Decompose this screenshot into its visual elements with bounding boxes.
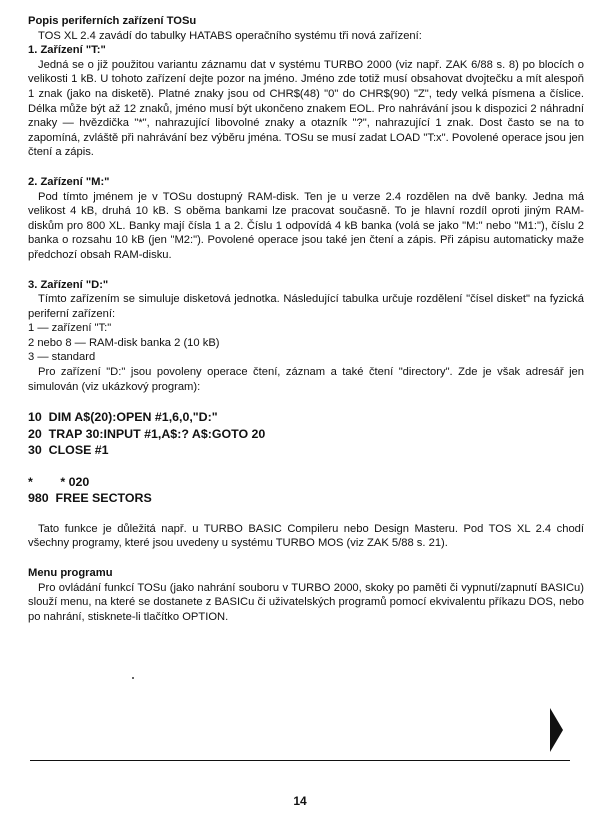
output-line: 980 FREE SECTORS [28, 491, 152, 506]
device-list-item: 1 — zařízení "T:" [28, 322, 112, 335]
menu-heading: Menu programu [28, 566, 113, 579]
output-line: * * 020 [28, 474, 90, 489]
menu-body: Pro ovládání funkcí TOSu (jako nahrání souboru v TURBO 2000, skoky po paměti či vypnutí/zapnutí BASICu) slouží menu, na které se dostanete z BASICu či uživatelských programů pomocí ekvivalentu příkazu DOS, nebo po nahrání, stisknete-li tlačítko OPTION. [28, 581, 584, 623]
section-d-note: Pro zařízení "D:" jsou povoleny operace čtení, záznam a také čtení "directory". Zde je však adresář jen simulován (viz ukázkový program): [28, 366, 584, 393]
main-heading: Popis periferních zařízení TOSu [28, 15, 197, 27]
code-line: 10 DIM A$(20):OPEN #1,6,0,"D:" [28, 410, 218, 425]
footer-rule [30, 760, 570, 761]
device-list-item: 2 nebo 8 — RAM-disk banka 2 (10 kB) [28, 336, 220, 349]
code-line: 20 TRAP 30:INPUT #1,A$:? A$:GOTO 20 [28, 426, 266, 441]
section-t-heading: 1. Zařízení "T:" [28, 44, 106, 57]
section-t-body: Jedná se o již použitou variantu záznamu dat v systému TURBO 2000 (viz např. ZAK 6/88 s. 8) po blocích o velikosti 1 kB. U tohoto zařízení dejte pozor na jméno. Jméno zde totiž musí obsahovat dvojtečku a mít alespoň 1 znak (jako na disketě). Platné znaky jsou od CHR$(48) "0" do CHR$(90) "Z", tedy velká písmena a číslice. Délka může být až 12 znaků, jméno musí být ukončeno znakem EOL. Pro nahrávání jsou k dispozici 2 náhradní znaky — hvězdička "*", nahrazující libovolné znaky a otazník "?", nahrazující 1 znak. Dost často se na to zapomíná, zvláště při nahrávání bez výběru jména. TOSu se musí zadat LOAD "T:x". Povolené operace jsou jen čtení a zápis. [28, 58, 584, 159]
next-page-arrow-icon [550, 708, 563, 752]
stray-dot [132, 677, 134, 679]
turbo-paragraph: Tato funkce je důležitá např. u TURBO BASIC Compileru nebo Design Masteru. Pod TOS XL 2.4 chodí všechny programy, které jsou uvedeny u systému TURBO MOS (viz ZAK 5/88 s. 21). [28, 522, 584, 550]
intro-paragraph: TOS XL 2.4 zavádí do tabulky HATABS operačního systému tři nová zařízení: [38, 29, 422, 42]
section-m-body: Pod tímto jménem je v TOSu dostupný RAM-disk. Ten je u verze 2.4 rozdělen na dvě banky. Jedna má velikost 4 kB, druhá 10 kB. S oběma bankami lze pracovat současně. To je hlavní rozdíl oproti jiným RAM-diskům pro 800 XL. Banky mají čísla 1 a 2. Číslu 1 odpovídá 4 kB banka (volá se jako "M:" nebo "M1:"), číslu 2 banka o rozsahu 10 kB (jen "M2:"). Povolené operace jsou také jen čtení a zápis. Při zápisu automaticky maže předchozí obsah RAM-disku. [28, 190, 584, 261]
page-number: 14 [293, 794, 307, 808]
section-d-heading: 3. Zařízení "D:" [28, 278, 109, 291]
section-d-body: Tímto zařízením se simuluje disketová jednotka. Následující tabulka určuje rozdělení "čísel disket" na fyzická periferní zařízení: [28, 293, 584, 320]
page-content [28, 14, 584, 624]
section-m-heading: 2. Zařízení "M:" [28, 175, 110, 188]
code-line: 30 CLOSE #1 [28, 443, 109, 458]
device-list-item: 3 — standard [28, 351, 96, 364]
